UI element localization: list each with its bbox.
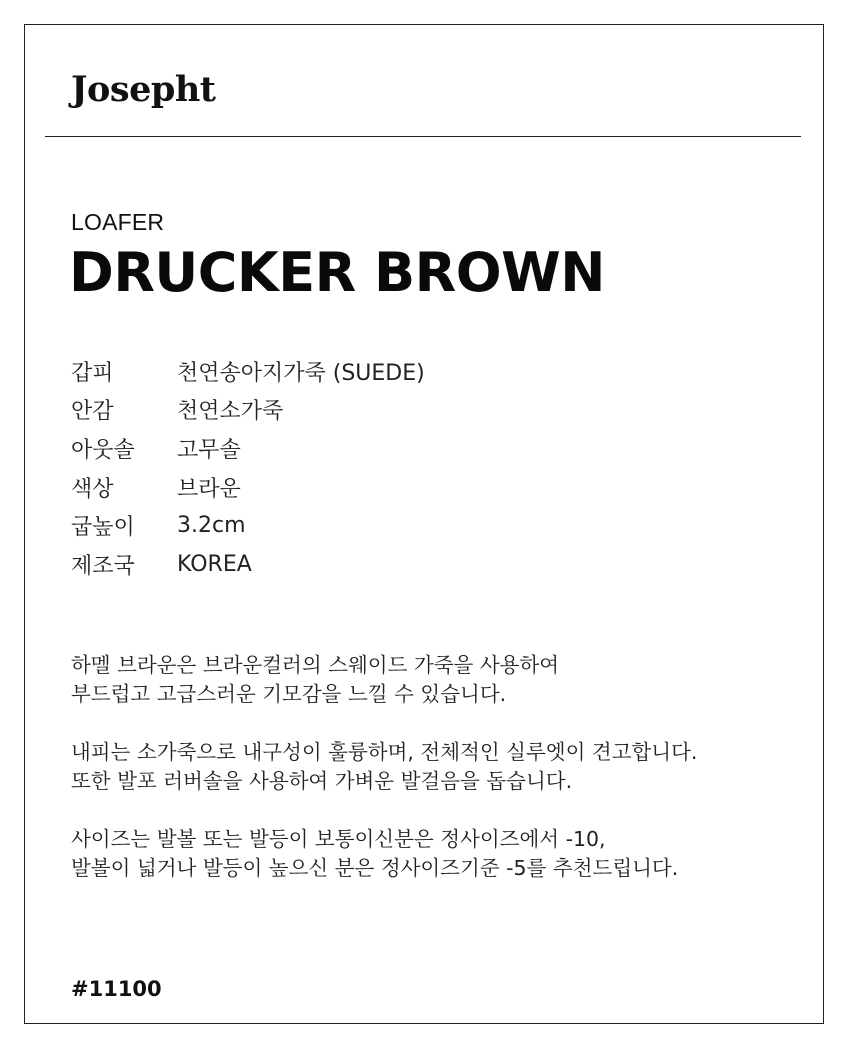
- description-paragraph: [71, 651, 811, 709]
- spec-value: 천연소가죽: [177, 399, 284, 425]
- spec-value: 3.2cm: [177, 513, 246, 539]
- spec-row-origin: [71, 545, 425, 584]
- spec-row-outsole: [71, 429, 425, 468]
- header-divider: [45, 136, 801, 137]
- description-line: 부드럽고 고급스러운 기모감을 느낄 수 있습니다.: [71, 682, 507, 706]
- brand-logo: Josepht: [71, 69, 216, 110]
- description-line: 사이즈는 발볼 또는 발등이 보통이신분은 정사이즈에서 -10,: [71, 827, 606, 851]
- spec-value: KOREA: [177, 551, 252, 577]
- description-line: 내피는 소가죽으로 내구성이 훌륭하며, 전체적인 실루엣이 견고합니다.: [71, 740, 698, 764]
- description-line: 발볼이 넓거나 발등이 높으신 분은 정사이즈기준 -5를 추천드립니다.: [71, 856, 679, 880]
- spec-row-lining: [71, 391, 425, 430]
- spec-value: 고무솔: [177, 437, 241, 463]
- product-code: #11100: [71, 977, 162, 1001]
- product-category: LOAFER: [71, 209, 165, 235]
- product-title: DRUCKER BROWN: [69, 241, 605, 304]
- description-line: 또한 발포 러버솔을 사용하여 가벼운 발걸음을 돕습니다.: [71, 769, 573, 793]
- spec-value: 브라운: [177, 476, 241, 502]
- description-paragraph: [71, 738, 811, 796]
- product-description: [71, 651, 811, 912]
- spec-list: [71, 352, 425, 584]
- spec-key: 제조국: [71, 553, 135, 579]
- description-line: 하멜 브라운은 브라운컬러의 스웨이드 가죽을 사용하여: [71, 653, 560, 677]
- spec-row-heel-height: [71, 506, 425, 545]
- spec-key: 굽높이: [71, 515, 135, 541]
- description-paragraph: [71, 825, 811, 883]
- spec-row-upper: [71, 352, 425, 391]
- spec-key: 안감: [71, 399, 114, 425]
- spec-value: 천연송아지가죽 (SUEDE): [177, 360, 425, 386]
- spec-key: 색상: [71, 476, 114, 502]
- spec-row-color: [71, 468, 425, 507]
- spec-key: 갑피: [71, 360, 114, 386]
- spec-key: 아웃솔: [71, 437, 135, 463]
- card-frame: [24, 24, 824, 1024]
